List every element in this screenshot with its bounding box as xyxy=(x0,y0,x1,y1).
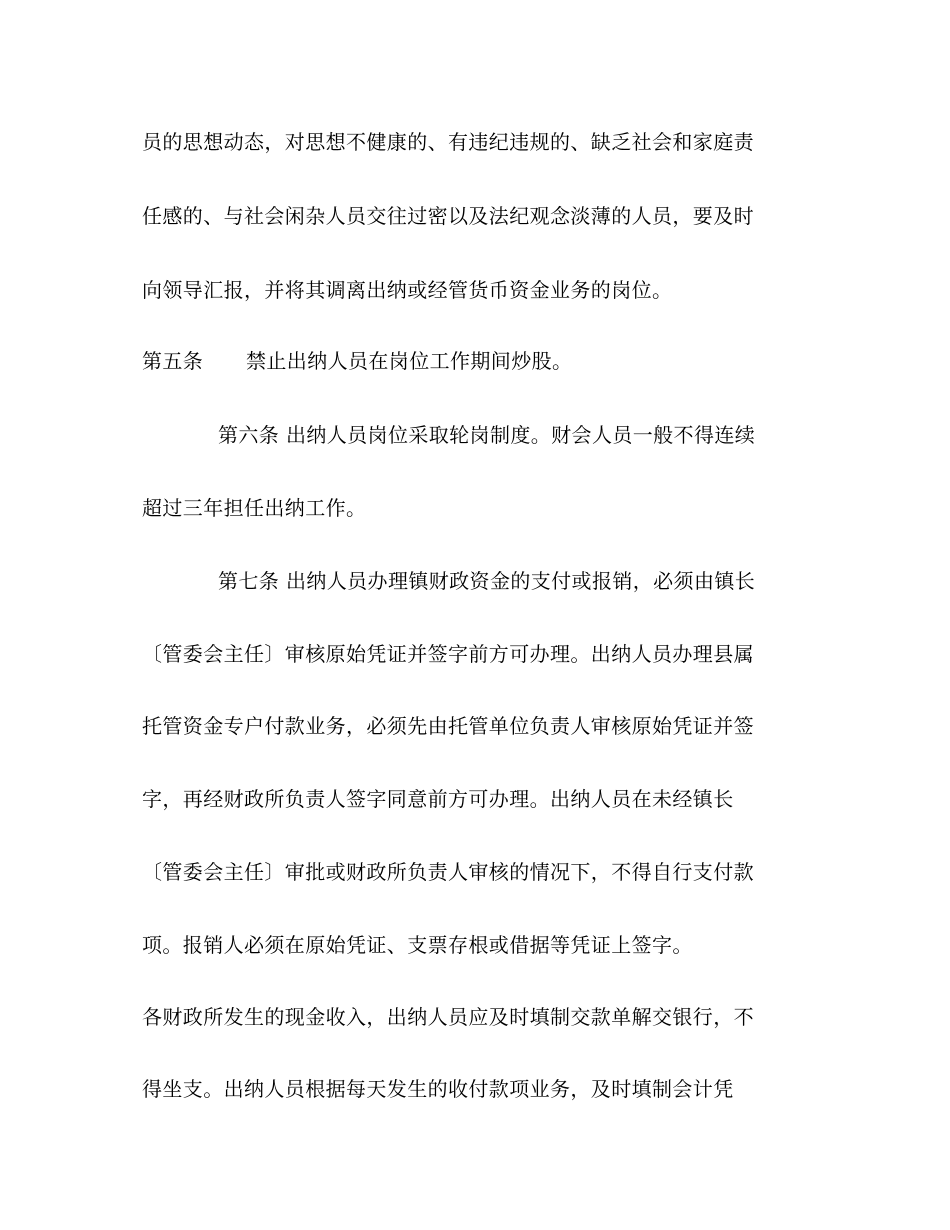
paragraph-line: 超过三年担任出纳工作。 xyxy=(142,496,367,520)
article-5 xyxy=(142,349,802,373)
paragraph-line: 各财政所发生的现金收入，出纳人员应及时填制交款单解交银行，不 xyxy=(142,1005,754,1029)
article-5-text: 禁止出纳人员在岗位工作期间炒股。 xyxy=(246,349,573,373)
article-6-line: 第六条 出纳人员岗位采取轮岗制度。财会人员一般不得连续 xyxy=(218,423,756,447)
paragraph-line: 托管资金专户付款业务，必须先由托管单位负责人审核原始凭证并签 xyxy=(142,714,754,738)
paragraph-line: 向领导汇报，并将其调离出纳或经管货币资金业务的岗位。 xyxy=(142,278,673,302)
paragraph-line: 〔管委会主任〕审核原始凭证并签字前方可办理。出纳人员办理县属 xyxy=(142,642,754,666)
paragraph-line: 任感的、与社会闲杂人员交往过密以及法纪观念淡薄的人员，要及时 xyxy=(142,204,754,228)
paragraph-line: 字，再经财政所负责人签字同意前方可办理。出纳人员在未经镇长 xyxy=(142,787,734,811)
paragraph-line: 得坐支。出纳人员根据每天发生的收付款项业务，及时填制会计凭 xyxy=(142,1077,734,1101)
paragraph-line: 项。报销人必须在原始凭证、支票存根或借据等凭证上签字。 xyxy=(142,933,693,957)
paragraph-line: 〔管委会主任〕审批或财政所负责人审核的情况下，不得自行支付款 xyxy=(142,860,754,884)
article-5-label: 第五条 xyxy=(142,349,204,373)
article-7-line: 第七条 出纳人员办理镇财政资金的支付或报销，必须由镇长 xyxy=(218,569,756,593)
paragraph-line: 员的思想动态，对思想不健康的、有违纪违规的、缺乏社会和家庭责 xyxy=(142,130,754,154)
